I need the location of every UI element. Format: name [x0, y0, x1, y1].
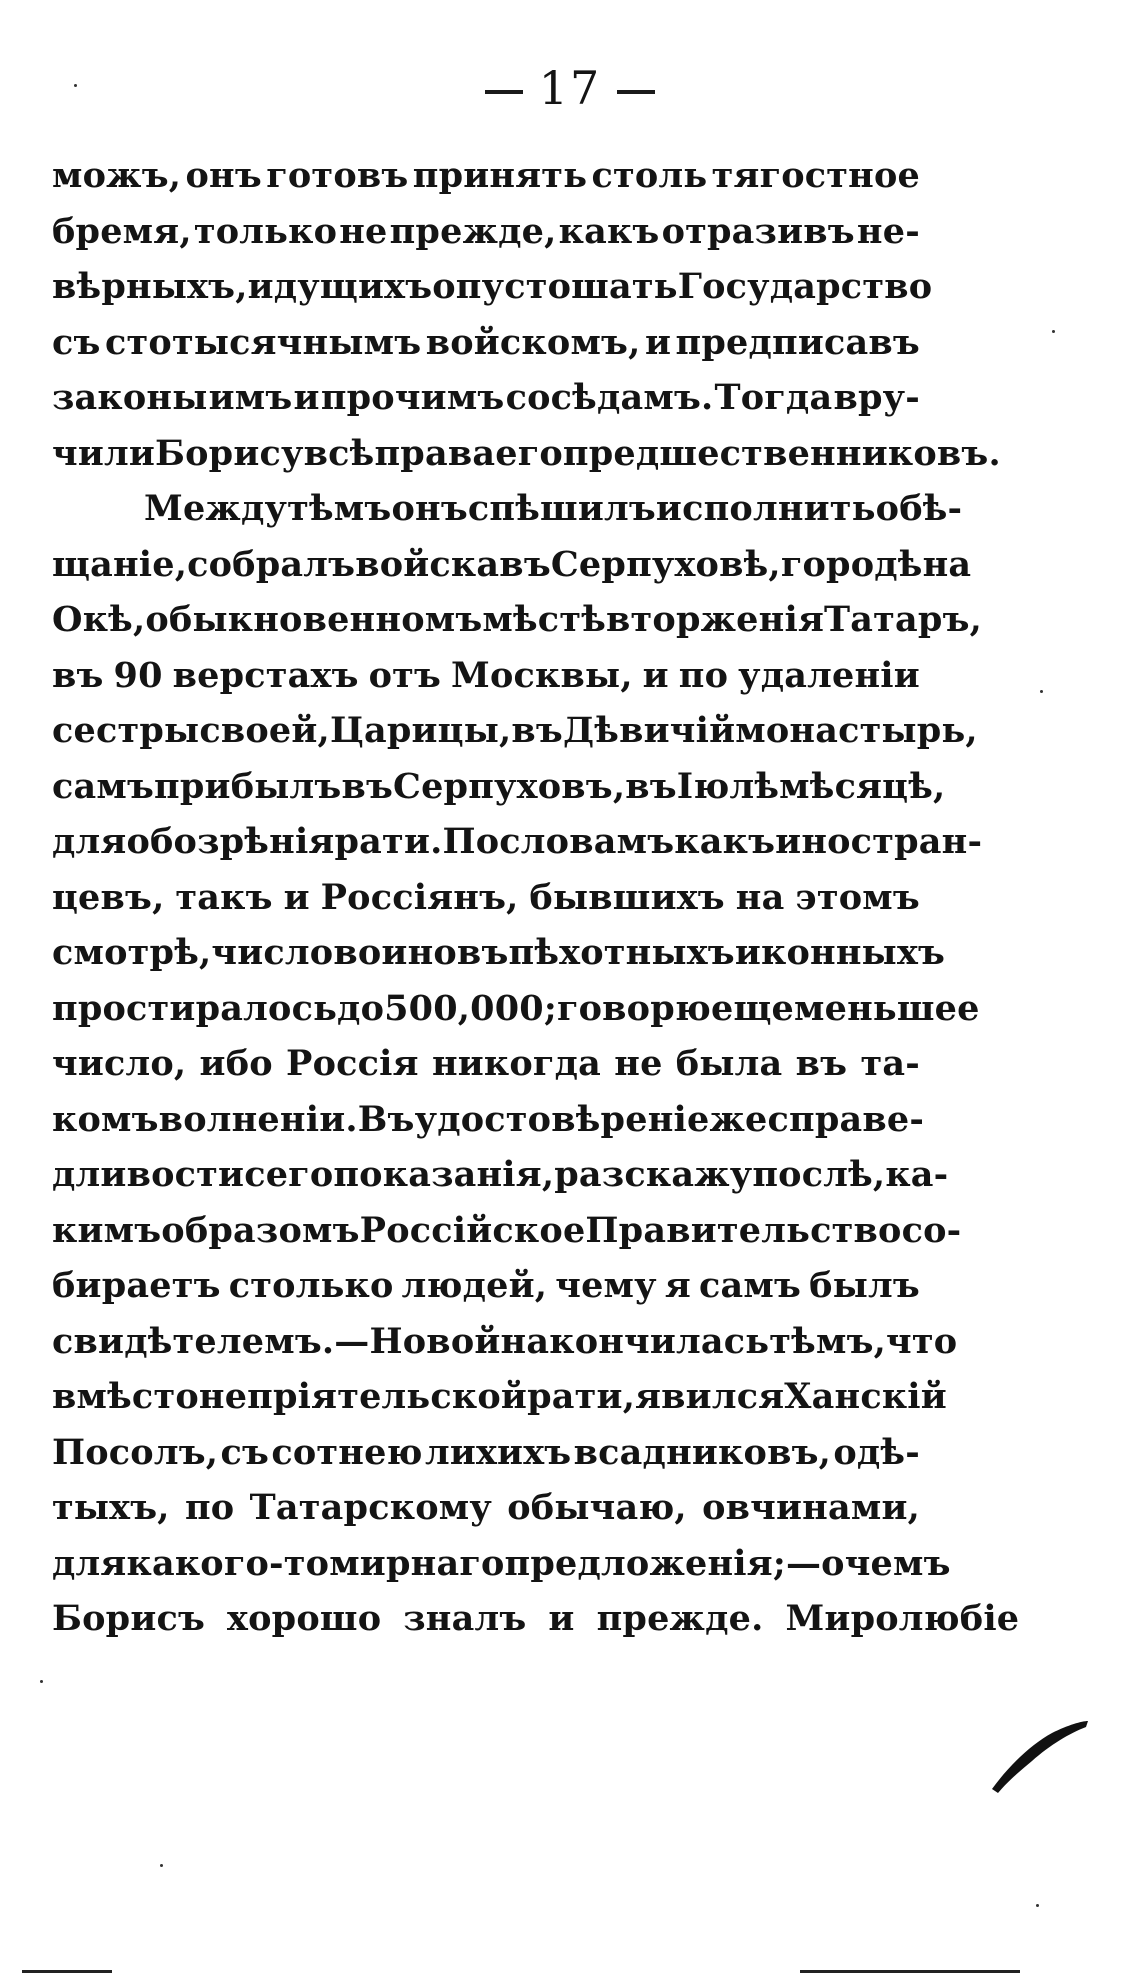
- word: до: [337, 987, 385, 1029]
- word: справе-: [767, 1098, 925, 1140]
- page-edge-line: [800, 1970, 1020, 1973]
- word: въ: [795, 1043, 848, 1084]
- word: смотрѣ,: [52, 932, 212, 973]
- word: прочимъ: [320, 377, 505, 418]
- word: Дѣвичій: [562, 710, 736, 751]
- word: хорошо: [227, 1598, 382, 1639]
- word: меньшее: [794, 987, 980, 1029]
- word: была: [675, 1043, 783, 1084]
- word: съ: [220, 1431, 270, 1473]
- word: число: [211, 932, 334, 973]
- word: имъ: [208, 377, 293, 418]
- word: и: [644, 321, 672, 363]
- word: и: [734, 932, 762, 973]
- word: чемъ: [844, 1542, 951, 1584]
- word: не: [339, 210, 388, 252]
- word: свидѣтелемъ.: [52, 1320, 335, 1362]
- word: прежде,: [389, 210, 557, 252]
- word: кимъ: [52, 1209, 162, 1251]
- word: та-: [860, 1043, 920, 1084]
- scan-speck: [40, 1680, 43, 1683]
- word: Серпуховѣ,: [550, 543, 781, 585]
- word: Государство: [677, 266, 933, 307]
- text-line: [52, 259, 933, 315]
- word: собралъ: [187, 543, 356, 585]
- word: еще: [710, 987, 794, 1029]
- word: Татарскому: [249, 1487, 492, 1528]
- page-body-text: [52, 148, 1020, 1647]
- word: для: [52, 821, 127, 862]
- word: бремя,: [52, 210, 192, 252]
- word: Окѣ,: [52, 599, 146, 640]
- word: въ: [499, 543, 551, 585]
- word: простиралось: [52, 987, 338, 1029]
- word: комъ: [52, 1098, 159, 1140]
- word: Борисъ: [52, 1598, 206, 1639]
- word: Россіянъ,: [320, 876, 519, 918]
- word: опустошать: [432, 266, 678, 307]
- word: зналъ: [403, 1598, 527, 1639]
- word: самъ: [52, 765, 155, 807]
- word: вторженія: [606, 599, 825, 640]
- header-dash-right: [617, 90, 655, 94]
- text-line: [52, 1369, 947, 1425]
- word: монастырь,: [735, 710, 978, 751]
- word: Тогда: [714, 377, 833, 418]
- word: Правительство: [585, 1209, 902, 1251]
- word: говорю: [556, 987, 711, 1029]
- text-line: [52, 592, 983, 648]
- word: чили: [52, 432, 156, 474]
- word: какъ: [674, 821, 776, 862]
- word: городѣ: [780, 543, 923, 585]
- word: явился: [635, 1376, 785, 1417]
- word: спѣшилъ: [467, 488, 656, 529]
- word: тѣмъ: [287, 488, 392, 529]
- word: этомъ: [795, 876, 920, 918]
- word: сего: [244, 1154, 334, 1195]
- word: своей,: [199, 710, 330, 751]
- word: тягостное: [711, 155, 920, 196]
- word: Царицы,: [329, 710, 512, 751]
- word: войскомъ,: [425, 321, 641, 363]
- text-line: [52, 537, 972, 593]
- word: показанія,: [333, 1154, 555, 1195]
- word: образомъ: [161, 1209, 360, 1251]
- word: отъ: [368, 654, 442, 696]
- word: волненіи.: [158, 1098, 358, 1140]
- word: обычаю,: [507, 1487, 687, 1528]
- word: тыхъ,: [52, 1487, 170, 1528]
- word: войска: [355, 543, 500, 585]
- word: никогда: [431, 1043, 601, 1084]
- word: Іюлѣ: [676, 765, 780, 807]
- word: идущихъ: [247, 266, 433, 307]
- word: на: [922, 543, 972, 585]
- text-line: [52, 1036, 920, 1092]
- word: верстахъ: [172, 654, 359, 696]
- word: самъ: [699, 1265, 802, 1306]
- word: права: [374, 432, 496, 474]
- word: разскажу: [554, 1154, 753, 1195]
- word: по: [184, 1487, 235, 1528]
- word: вѣрныхъ,: [52, 266, 248, 307]
- text-line: [52, 648, 920, 704]
- ink-smear-mark: [990, 1715, 1090, 1795]
- word: мѣсяцѣ,: [779, 765, 946, 807]
- word: въ: [625, 765, 677, 807]
- word: чему: [555, 1265, 657, 1306]
- word: —: [334, 1320, 370, 1362]
- word: кончилась: [549, 1320, 770, 1362]
- text-line: [52, 1203, 962, 1259]
- word: пѣхотныхъ: [508, 932, 735, 973]
- word: въ: [341, 765, 394, 807]
- page-number: 17: [538, 61, 602, 115]
- word: со-: [901, 1209, 962, 1251]
- word: въ: [511, 710, 563, 751]
- word: бывшихъ: [529, 876, 725, 918]
- word: и: [642, 654, 669, 696]
- text-line: [52, 148, 920, 204]
- word: готовъ: [266, 155, 409, 196]
- word: обѣ-: [875, 488, 963, 529]
- word: словамъ: [499, 821, 675, 862]
- word: прежде.: [596, 1598, 764, 1639]
- word: столько: [228, 1265, 394, 1306]
- word: удаленіи: [738, 654, 920, 696]
- text-line: [52, 814, 983, 870]
- word: Ханскій: [784, 1376, 947, 1417]
- word: вру-: [833, 377, 920, 418]
- text-line: [52, 703, 978, 759]
- text-line: [52, 870, 920, 926]
- text-line: [52, 925, 946, 981]
- word: цевъ,: [52, 876, 165, 918]
- word: воиновъ: [333, 932, 509, 973]
- text-line: [52, 1258, 920, 1314]
- word: только: [193, 210, 338, 252]
- word: война: [426, 1320, 550, 1362]
- word: онъ: [391, 488, 468, 529]
- word: Между: [144, 488, 288, 529]
- word: я: [664, 1265, 691, 1306]
- word: всадниковъ,: [573, 1431, 832, 1473]
- text-line: [52, 426, 1001, 482]
- word: сестры: [52, 710, 200, 751]
- word: лихихъ: [424, 1431, 572, 1473]
- word: ибо: [199, 1043, 273, 1084]
- word: дливости: [52, 1154, 245, 1195]
- word: По: [442, 821, 500, 862]
- word: вмѣсто: [52, 1376, 199, 1417]
- word: и: [293, 377, 320, 418]
- word: удостовѣреніе: [414, 1098, 710, 1140]
- word: рати.: [334, 821, 443, 862]
- word: можъ,: [52, 155, 182, 196]
- word: 90: [113, 654, 163, 696]
- word: Татаръ,: [824, 599, 983, 640]
- word: тѣмъ,: [769, 1320, 886, 1362]
- word: что: [886, 1320, 958, 1362]
- word: по: [678, 654, 729, 696]
- word: бираетъ: [52, 1265, 221, 1306]
- word: для: [52, 1542, 127, 1584]
- word: принять: [412, 155, 588, 196]
- word: не-: [856, 210, 920, 252]
- word: въ: [52, 654, 104, 696]
- word: какого-то: [126, 1542, 330, 1584]
- page-edge-line: [22, 1970, 112, 1973]
- text-line: [52, 1425, 920, 1481]
- word: обозрѣнія: [126, 821, 335, 862]
- word: непріятельской: [198, 1376, 528, 1417]
- word: какъ: [558, 210, 660, 252]
- word: онъ: [185, 155, 262, 196]
- word: Москвы,: [451, 654, 633, 696]
- word: и: [548, 1598, 575, 1639]
- word: о: [821, 1542, 845, 1584]
- word: конныхъ: [761, 932, 946, 973]
- scan-speck: [1052, 330, 1055, 333]
- scan-speck: [160, 1864, 163, 1867]
- word: столь: [591, 155, 708, 196]
- word: ка-: [885, 1154, 949, 1195]
- word: же: [709, 1098, 768, 1140]
- text-line: [52, 981, 980, 1037]
- word: мирнаго: [329, 1542, 505, 1584]
- text-line: [52, 1092, 925, 1148]
- word: съ: [52, 321, 101, 363]
- word: и: [283, 876, 310, 918]
- scan-speck: [1036, 1904, 1039, 1907]
- word: предписавъ: [675, 321, 920, 363]
- word: Въ: [357, 1098, 415, 1140]
- scan-speck: [74, 84, 77, 87]
- word: Миролюбіе: [785, 1598, 1020, 1639]
- word: всѣ: [303, 432, 375, 474]
- word: сотнею: [271, 1431, 423, 1473]
- text-line: [52, 1536, 951, 1592]
- word: послѣ,: [752, 1154, 886, 1195]
- word: его: [495, 432, 563, 474]
- word: 500,000;: [384, 987, 557, 1029]
- word: предшественниковъ.: [562, 432, 1001, 474]
- scan-speck: [1040, 690, 1043, 693]
- word: законы: [52, 377, 208, 418]
- word: прибылъ: [154, 765, 342, 807]
- text-line: [52, 481, 963, 537]
- text-line: [52, 1147, 949, 1203]
- word: мѣстѣ: [482, 599, 607, 640]
- text-line: [52, 1314, 958, 1370]
- text-line: [52, 370, 920, 426]
- word: Россійское: [359, 1209, 586, 1251]
- word: иностран-: [775, 821, 983, 862]
- word: рати,: [527, 1376, 636, 1417]
- word: стотысячнымъ: [105, 321, 422, 363]
- text-line: [52, 759, 946, 815]
- word: предложенія;: [504, 1542, 786, 1584]
- word: исполнить: [655, 488, 876, 529]
- text-line: [52, 315, 920, 371]
- page-header: [0, 58, 1140, 118]
- word: Серпуховъ,: [393, 765, 626, 807]
- word: такъ: [175, 876, 273, 918]
- word: —: [785, 1542, 822, 1584]
- text-line: [52, 1591, 1020, 1647]
- word: не: [614, 1043, 663, 1084]
- word: Посолъ,: [52, 1431, 219, 1473]
- text-line: [52, 204, 920, 260]
- text-line: [52, 1480, 920, 1536]
- word: былъ: [809, 1265, 920, 1306]
- header-dash-left: [485, 90, 523, 94]
- word: людей,: [401, 1265, 548, 1306]
- word: Россія: [286, 1043, 419, 1084]
- word: сосѣдамъ.: [505, 377, 714, 418]
- word: обыкновенномъ: [145, 599, 483, 640]
- word: щаніе,: [52, 543, 188, 585]
- word: одѣ-: [833, 1431, 920, 1473]
- word: на: [735, 876, 785, 918]
- word: Борису: [155, 432, 304, 474]
- word: Но: [369, 1320, 427, 1362]
- word: овчинами,: [702, 1487, 920, 1528]
- word: число,: [52, 1043, 187, 1084]
- word: отразивъ: [661, 210, 855, 252]
